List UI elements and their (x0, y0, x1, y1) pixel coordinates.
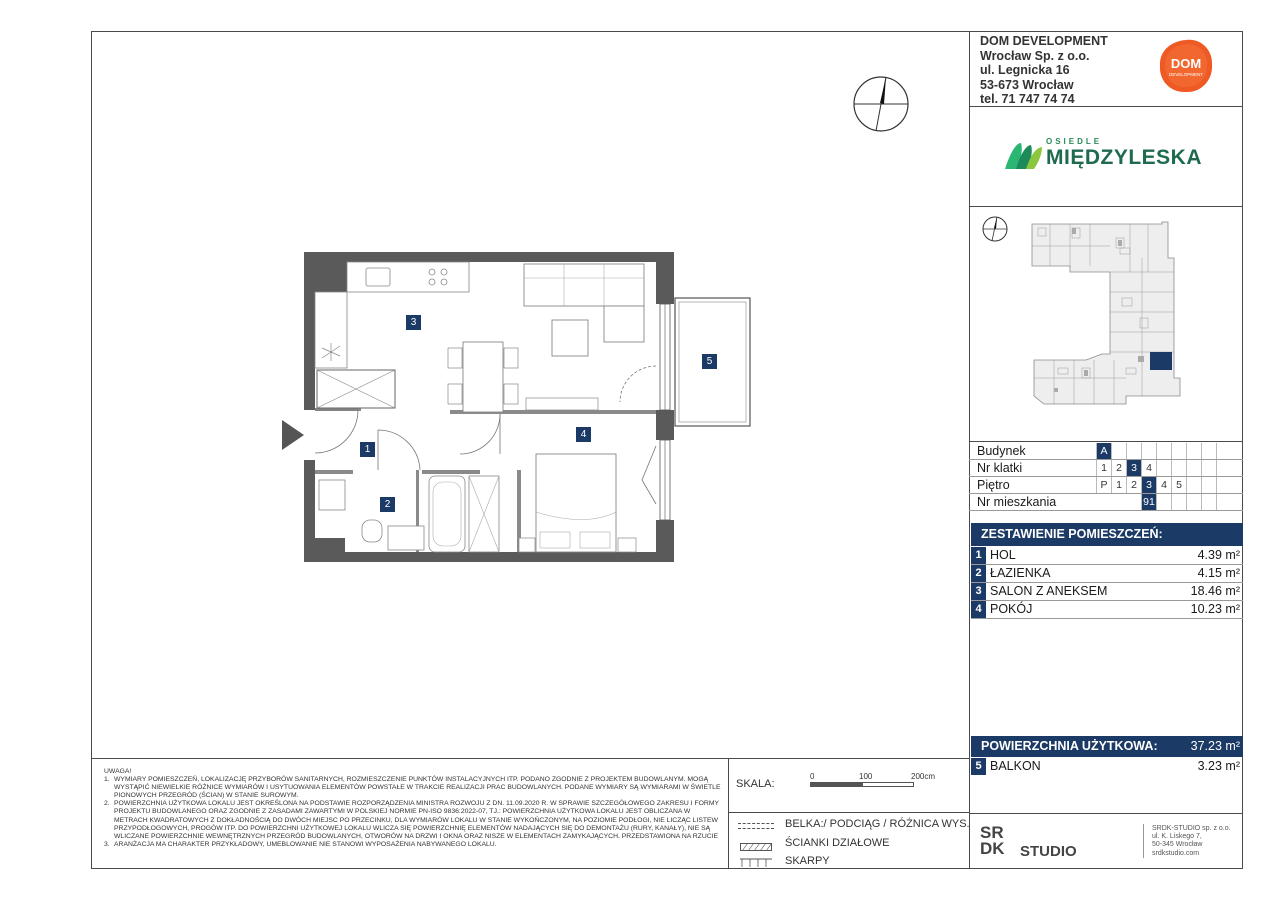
balcony-row (971, 758, 1243, 775)
room-name: SALON Z ANEKSEM (990, 584, 1108, 598)
note-number: 3. (104, 840, 110, 848)
divider-keyplan (969, 441, 1243, 442)
room-row (971, 583, 1243, 601)
note-text: POWIERZCHNIA UŻYTKOWA LOKALU JEST OKREŚLONA NA PODSTAWIE ROZPORZĄDZENIA MINISTRA ROZWOJU Z DN. 11.09.2020 R. W SPRAWIE SZCZEGÓŁOWEGO ZAKRESU I FORMY PROJEKTU BUDOWLANEGO ORAZ ZGODNIE Z ZASADAMI ZAWARTYMI W POLSKIEJ NORMIE PN-ISO 9836:2022-07, TJ.: POWIERZCHNIA UŻYTKOWA LOKALU JEST OBLICZANA W METRACH KWADRATOWYCH Z DOKŁADNOŚCIĄ DO DWÓCH MIEJSC PO PRZECINKU, DLA WYMIARÓW LOKALU W STANIE WYKOŃCZONYM, NA POZIOMIE PODŁOGI, NIE LICZĄC LISTEW PRZYPODŁOGOWYCH, PROGÓW ITP. DO POWIERZCHNI UŻYTKOWEJ LOKALU WLICZA SIĘ POWIERZCHNIĘ ELEMENTÓW NADAJĄCYCH SIĘ DO DEMONTAŻU (RURY, KANAŁY), NIE SĄ WLICZANE POWIERZCHNIE WEWNĘTRZNYCH PRZEGRÓD BUDOWLANYCH, OTWORÓW NA DRZWI I OKNA ORAZ NISZE W ELEMENTACH ZAMYKAJĄCYCH. PRZEDSTAWIONA NA RZUCIE (114, 800, 719, 840)
room-row (971, 547, 1243, 565)
floor-option-2: 2 (1126, 477, 1141, 493)
note-item (104, 841, 724, 849)
room-name: HOL (990, 548, 1016, 562)
room-area: 10.23 m² (1190, 602, 1240, 616)
srdk-logo-bottom: DK (980, 839, 1005, 858)
room-area: 18.46 m² (1190, 584, 1240, 598)
room-area: 4.39 m² (1197, 548, 1240, 562)
plan-label-1: 1 (360, 442, 375, 457)
slopes-legend-symbol (740, 855, 772, 865)
scale-bar-light (862, 782, 914, 787)
developer-name: DOM DEVELOPMENT (980, 34, 1108, 48)
info-row-building (971, 443, 1243, 460)
plan-label-2: 2 (380, 497, 395, 512)
floor-option-1: 1 (1111, 477, 1126, 493)
note-text: ARANŻACJA MA CHARAKTER PRZYKŁADOWY, UMEBLOWANIE NIE STANOWI WYPOSAŻENIA NABYWANEGO LOKALU. (114, 840, 497, 848)
total-area-row (971, 736, 1243, 757)
building-option-a: A (1096, 443, 1111, 459)
right-panel-divider (969, 31, 970, 869)
stair-label: Nr klatki (977, 461, 1023, 475)
estate-small-label: OSIEDLE (1046, 137, 1103, 146)
room-row (971, 565, 1243, 583)
info-row-apartment (971, 494, 1243, 511)
scale-tick-100: 100 (859, 772, 873, 781)
scale-tick-200: 200cm (911, 772, 936, 781)
plan-label-3: 3 (406, 315, 421, 330)
developer-company: Wrocław Sp. z o.o. (980, 48, 1090, 63)
floor-option-4: 4 (1156, 477, 1171, 493)
info-row-floor (971, 477, 1243, 494)
legend-slopes: SKARPY (785, 855, 830, 867)
balcony-number: 5 (971, 758, 986, 775)
divider-scale (728, 812, 969, 813)
divider-footer (91, 758, 969, 759)
info-row-stair (971, 460, 1243, 477)
legend-partition: ŚCIANKI DZIAŁOWE (785, 837, 890, 849)
balcony-area: 3.23 m² (1197, 759, 1240, 773)
room-row (971, 601, 1243, 619)
building-label: Budynek (977, 444, 1026, 458)
notes (104, 768, 724, 849)
studio-line-1: SRDK-STUDIO sp. z o.o. (1152, 825, 1231, 832)
estate-logo-mark (1004, 139, 1044, 171)
developer-info (980, 34, 1108, 107)
studio-info (1152, 825, 1231, 858)
floor-label: Piętro (977, 478, 1010, 492)
floor-option-5: 5 (1171, 477, 1186, 493)
partition-legend-symbol (740, 838, 772, 846)
srdk-logo-word: STUDIO (1020, 843, 1077, 860)
rooms-heading-text: ZESTAWIENIE POMIESZCZEŃ: (981, 527, 1163, 541)
dom-logo-subtext: DEVELOPMENT (1168, 72, 1204, 77)
room-number: 2 (971, 565, 986, 582)
divider-estate (969, 206, 1243, 207)
plan-label-4: 4 (576, 427, 591, 442)
room-number: 3 (971, 583, 986, 600)
studio-line-4: srdkstudio.com (1152, 849, 1200, 857)
stair-option-1: 1 (1096, 460, 1111, 476)
room-number: 4 (971, 601, 986, 618)
apartment-label: Nr mieszkania (977, 495, 1057, 509)
note-text: WYMIARY POMIESZCZEŃ, LOKALIZACJĘ PRZYBORÓW SANITARNYCH, ROZMIESZCZENIE PUNKTÓW INSTALACYJNYCH ITP. PODANO ZGODNIE Z PROJEKTEM BUDOWLANYM. MOGĄ WYSTĄPIĆ NIEWIELKIE RÓŻNICE WYMIARÓW I USYTUOWANIA ELEMENTÓW POWSTAŁE W TRAKCIE REALIZACJI PRAC BUDOWLANYCH. PODANE WYMIARY SĄ WYMIARAMI W ŚWIETLE PIONOWYCH PRZEGRÓD (ŚCIAN) W STANIE SUROWYM. (114, 776, 721, 800)
legend-beam: BELKA:/ PODCIĄG / RÓŻNICA WYS. (785, 818, 970, 830)
estate-name: MIĘDZYLESKA (1046, 146, 1203, 169)
studio-line-3: 50-345 Wrocław (1152, 841, 1203, 849)
north-arrow-icon (852, 75, 910, 133)
stair-option-3: 3 (1126, 460, 1141, 476)
total-area-value: 37.23 m² (1190, 739, 1240, 753)
divider-studio (969, 813, 1243, 814)
room-area: 4.15 m² (1197, 566, 1240, 580)
room-name: ŁAZIENKA (990, 566, 1051, 580)
dom-logo-text: DOM (1170, 56, 1202, 71)
scale-tick-0: 0 (810, 772, 815, 781)
total-area-label: POWIERZCHNIA UŻYTKOWA: (981, 739, 1158, 753)
notes-title: UWAGA! (104, 768, 132, 775)
developer-city: 53-673 Wrocław (980, 77, 1074, 92)
rooms-heading (971, 523, 1243, 546)
scale-bar-dark (810, 782, 862, 787)
room-number: 1 (971, 547, 986, 564)
developer-street: ul. Legnicka 16 (980, 63, 1070, 77)
floor-plan (282, 248, 762, 568)
dom-development-logo (1157, 38, 1215, 94)
divider-notes (728, 758, 729, 869)
developer-phone: tel. 71 747 74 74 (980, 92, 1075, 106)
plan-label-5: 5 (702, 354, 717, 369)
note-number: 1. (104, 776, 110, 784)
balcony-name: BALKON (990, 759, 1041, 773)
beam-legend-symbol (738, 823, 774, 826)
room-name: POKÓJ (990, 602, 1033, 616)
stair-option-2: 2 (1111, 460, 1126, 476)
note-item (104, 800, 724, 840)
apartment-number: 91 (1141, 494, 1156, 510)
scale-label: SKALA: (736, 778, 775, 790)
srdk-logo-top: SR (980, 823, 1004, 842)
srdk-logo (980, 825, 1005, 857)
note-number: 2. (104, 800, 110, 808)
keyplan-north-icon (982, 216, 1008, 242)
stair-option-4: 4 (1141, 460, 1156, 476)
note-item (104, 776, 724, 800)
floor-option-3: 3 (1141, 477, 1156, 493)
floor-option-p: P (1096, 477, 1111, 493)
studio-line-2: ul. K. Liskego 7, (1152, 833, 1202, 841)
building-key-plan (1030, 218, 1190, 412)
